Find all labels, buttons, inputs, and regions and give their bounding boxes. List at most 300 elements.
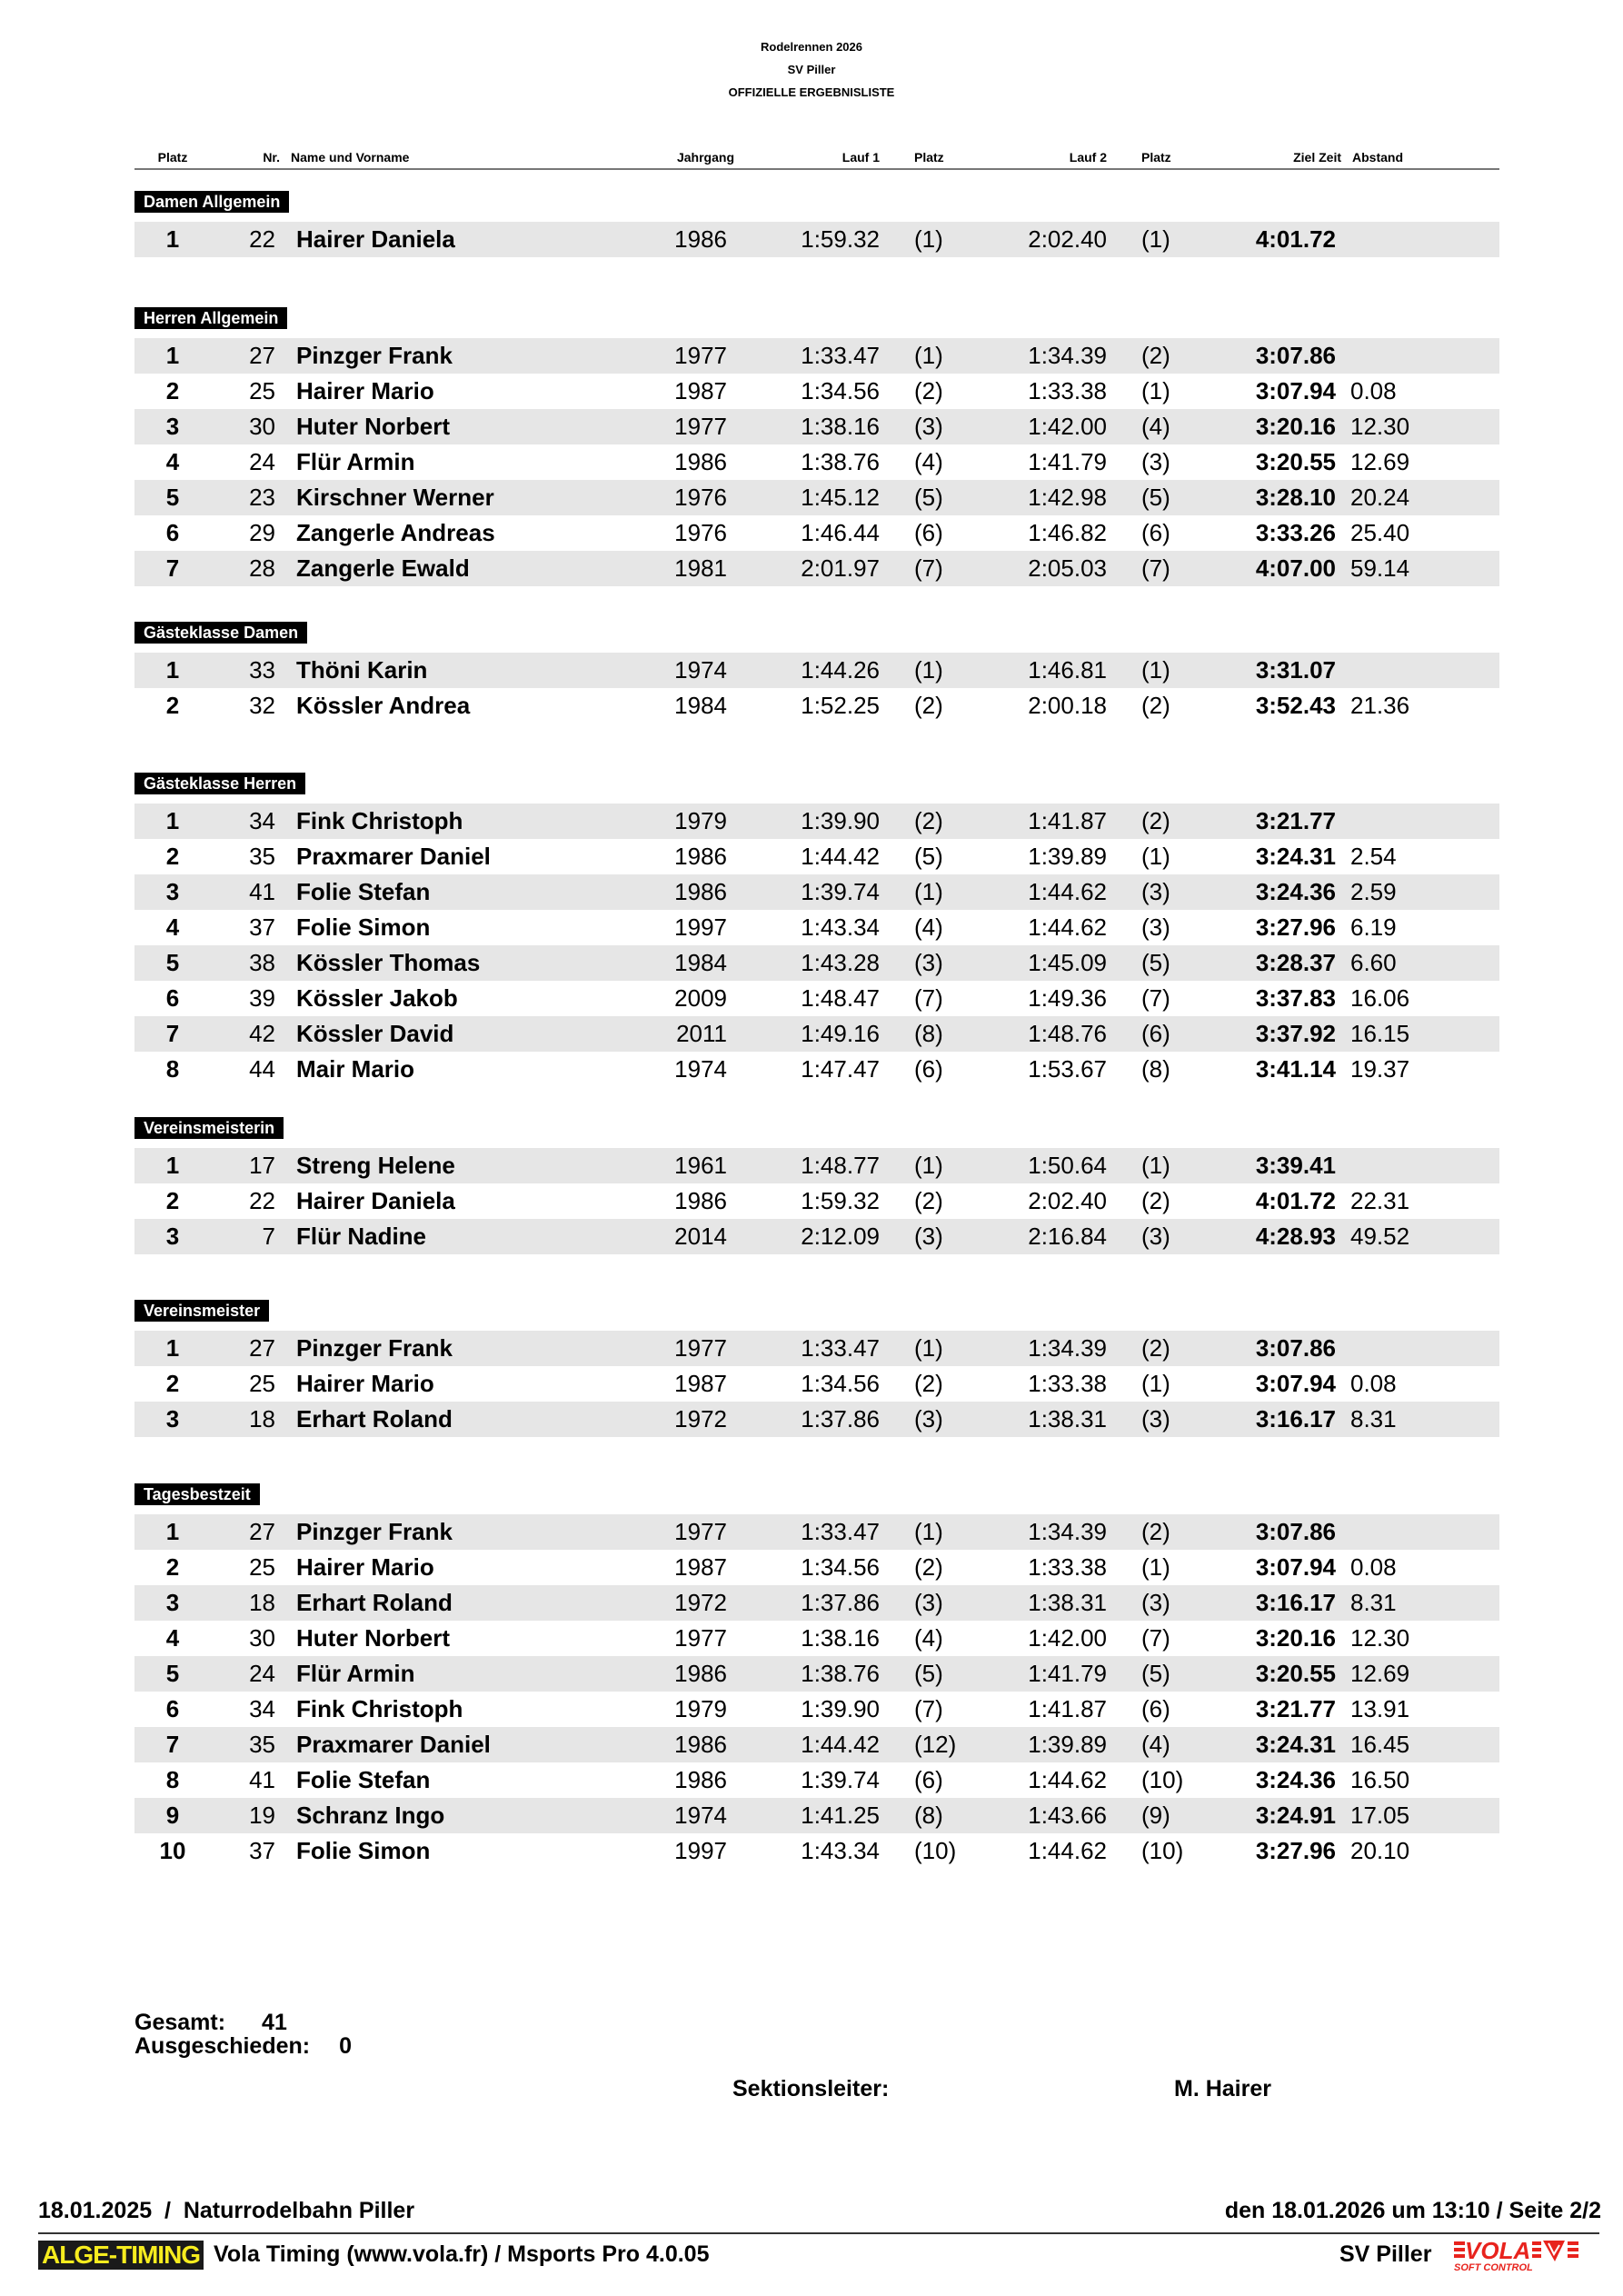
- list-subtitle: OFFIZIELLE ERGEBNISLISTE: [728, 85, 895, 99]
- cell-name: Praxmarer Daniel: [296, 1731, 491, 1758]
- cell-lauf2: 1:53.67: [1028, 1055, 1107, 1083]
- cell-platz: 6: [165, 984, 180, 1012]
- cell-name: Hairer Mario: [296, 377, 434, 404]
- footer-software: Vola Timing (www.vola.fr) / Msports Pro 4.0.05: [214, 2241, 710, 2267]
- result-row: [134, 374, 1499, 409]
- cell-nr: 7: [262, 1223, 275, 1250]
- alge-timing-logo: ALGE-TIMING: [38, 2241, 204, 2270]
- cell-lauf1: 1:34.56: [801, 377, 880, 404]
- cell-platz: 8: [165, 1055, 180, 1083]
- cell-name: Zangerle Ewald: [296, 554, 470, 582]
- cell-lauf1: 1:33.47: [801, 1518, 880, 1545]
- cell-name: Pinzger Frank: [296, 342, 453, 369]
- totals-block: [134, 2011, 352, 2058]
- cell-name: Folie Stefan: [296, 1766, 431, 1793]
- cell-nr: 35: [249, 843, 275, 870]
- cell-jahrgang: 1974: [674, 1055, 727, 1083]
- cell-ziel-zeit: 3:52.43: [1255, 692, 1336, 719]
- cell-lauf1: 1:37.86: [801, 1405, 880, 1433]
- cell-lauf1: 1:34.56: [801, 1553, 880, 1581]
- cell-abstand: 16.15: [1350, 1020, 1410, 1047]
- cell-platz: 1: [165, 342, 180, 369]
- cell-jahrgang: 1987: [674, 1553, 727, 1581]
- cell-name: Flür Nadine: [296, 1223, 427, 1250]
- cell-jahrgang: 1986: [674, 225, 727, 253]
- cell-platz2: (6): [1141, 519, 1170, 546]
- col-name: Name und Vorname: [291, 150, 410, 165]
- cell-platz1: (1): [914, 878, 943, 905]
- cell-name: Flür Armin: [296, 448, 415, 475]
- cell-name: Thöni Karin: [296, 656, 428, 684]
- cell-lauf2: 1:48.76: [1028, 1020, 1107, 1047]
- cell-jahrgang: 1986: [674, 878, 727, 905]
- result-row: [134, 444, 1499, 480]
- cell-abstand: 22.31: [1350, 1187, 1410, 1214]
- cell-platz1: (7): [914, 554, 943, 582]
- cell-ziel-zeit: 3:31.07: [1255, 656, 1336, 684]
- cell-jahrgang: 1986: [674, 1766, 727, 1793]
- cell-abstand: 0.08: [1350, 1553, 1397, 1581]
- cell-name: Flür Armin: [296, 1660, 415, 1687]
- result-row: [134, 1550, 1499, 1585]
- cell-lauf2: 1:44.62: [1028, 1837, 1107, 1864]
- cell-abstand: 6.60: [1350, 949, 1397, 976]
- cell-nr: 44: [249, 1055, 275, 1083]
- cell-ziel-zeit: 3:21.77: [1255, 807, 1336, 834]
- cell-platz2: (3): [1141, 1223, 1170, 1250]
- cell-platz2: (5): [1141, 484, 1170, 511]
- cell-ziel-zeit: 3:28.10: [1255, 484, 1336, 511]
- cell-abstand: 16.06: [1350, 984, 1410, 1012]
- cell-nr: 27: [249, 342, 275, 369]
- cell-name: Pinzger Frank: [296, 1334, 453, 1362]
- result-row: [134, 1016, 1499, 1052]
- cell-lauf2: 1:39.89: [1028, 843, 1107, 870]
- cell-lauf1: 1:37.86: [801, 1589, 880, 1616]
- cell-platz1: (5): [914, 484, 943, 511]
- cell-lauf1: 1:34.56: [801, 1370, 880, 1397]
- cell-lauf2: 1:44.62: [1028, 878, 1107, 905]
- cell-lauf2: 1:49.36: [1028, 984, 1107, 1012]
- cell-platz1: (2): [914, 692, 943, 719]
- cell-platz1: (1): [914, 1152, 943, 1179]
- col-ziel-zeit: Ziel Zeit: [1293, 150, 1341, 165]
- cell-nr: 27: [249, 1518, 275, 1545]
- cell-lauf2: 1:39.89: [1028, 1731, 1107, 1758]
- cell-lauf2: 1:33.38: [1028, 1370, 1107, 1397]
- result-row: [134, 653, 1499, 688]
- cell-ziel-zeit: 4:01.72: [1255, 1187, 1336, 1214]
- cell-platz2: (10): [1141, 1837, 1184, 1864]
- cell-name: Folie Stefan: [296, 878, 431, 905]
- cell-nr: 30: [249, 1624, 275, 1652]
- cell-lauf1: 1:33.47: [801, 342, 880, 369]
- cell-lauf2: 1:38.31: [1028, 1589, 1107, 1616]
- result-row: [134, 1331, 1499, 1366]
- result-row: [134, 839, 1499, 874]
- cell-abstand: 12.30: [1350, 1624, 1410, 1652]
- vola-tagline: SOFT CONTROL: [1454, 2262, 1533, 2273]
- cell-jahrgang: 1977: [674, 413, 727, 440]
- cell-platz: 7: [165, 1020, 180, 1047]
- cell-platz2: (5): [1141, 1660, 1170, 1687]
- cell-ziel-zeit: 3:07.94: [1255, 1553, 1336, 1581]
- cell-abstand: 20.24: [1350, 484, 1410, 511]
- cell-platz1: (5): [914, 843, 943, 870]
- cell-platz: 3: [165, 878, 180, 905]
- cell-platz1: (1): [914, 225, 943, 253]
- result-row: [134, 1219, 1499, 1254]
- cell-platz2: (6): [1141, 1695, 1170, 1722]
- cell-abstand: 49.52: [1350, 1223, 1410, 1250]
- race-title: Rodelrennen 2026: [761, 40, 862, 54]
- cell-platz: 10: [159, 1837, 186, 1864]
- cell-name: Pinzger Frank: [296, 1518, 453, 1545]
- cell-nr: 24: [249, 448, 275, 475]
- cell-abstand: 59.14: [1350, 554, 1410, 582]
- cell-jahrgang: 1984: [674, 692, 727, 719]
- cell-abstand: 16.45: [1350, 1731, 1410, 1758]
- cell-platz2: (4): [1141, 413, 1170, 440]
- cell-platz1: (8): [914, 1020, 943, 1047]
- cell-name: Erhart Roland: [296, 1405, 453, 1433]
- cell-abstand: 12.69: [1350, 448, 1410, 475]
- cell-lauf1: 1:43.34: [801, 913, 880, 941]
- result-row: [134, 874, 1499, 910]
- cell-nr: 33: [249, 656, 275, 684]
- cell-jahrgang: 1976: [674, 484, 727, 511]
- cell-platz: 5: [165, 484, 180, 511]
- cell-lauf2: 1:45.09: [1028, 949, 1107, 976]
- cell-jahrgang: 1974: [674, 656, 727, 684]
- cell-platz2: (7): [1141, 554, 1170, 582]
- cell-lauf2: 1:44.62: [1028, 913, 1107, 941]
- cell-platz2: (1): [1141, 656, 1170, 684]
- cell-lauf1: 1:59.32: [801, 225, 880, 253]
- cell-lauf2: 1:42.98: [1028, 484, 1107, 511]
- section-label: Herren Allgemein: [134, 307, 287, 329]
- cell-jahrgang: 1986: [674, 1187, 727, 1214]
- cell-platz: 2: [165, 377, 180, 404]
- cell-lauf1: 1:52.25: [801, 692, 880, 719]
- cell-ziel-zeit: 3:33.26: [1255, 519, 1336, 546]
- cell-ziel-zeit: 4:07.00: [1255, 554, 1336, 582]
- cell-ziel-zeit: 3:28.37: [1255, 949, 1336, 976]
- cell-lauf1: 1:59.32: [801, 1187, 880, 1214]
- cell-ziel-zeit: 3:07.86: [1255, 1518, 1336, 1545]
- cell-jahrgang: 1979: [674, 1695, 727, 1722]
- cell-lauf1: 1:39.90: [801, 807, 880, 834]
- result-row: [134, 338, 1499, 374]
- cell-platz2: (4): [1141, 1731, 1170, 1758]
- results-section: [134, 307, 1499, 586]
- cell-ziel-zeit: 3:41.14: [1255, 1055, 1336, 1083]
- cell-platz1: (3): [914, 413, 943, 440]
- cell-platz: 1: [165, 1152, 180, 1179]
- cell-platz1: (2): [914, 377, 943, 404]
- cell-platz: 6: [165, 1695, 180, 1722]
- cell-name: Fink Christoph: [296, 807, 463, 834]
- cell-platz2: (2): [1141, 342, 1170, 369]
- cell-platz: 1: [165, 656, 180, 684]
- cell-jahrgang: 1979: [674, 807, 727, 834]
- result-row: [134, 409, 1499, 444]
- results-section: [134, 191, 1499, 257]
- cell-nr: 23: [249, 484, 275, 511]
- cell-ziel-zeit: 4:01.72: [1255, 225, 1336, 253]
- gesamt-value: 41: [262, 2010, 287, 2035]
- cell-jahrgang: 1981: [674, 554, 727, 582]
- cell-abstand: 19.37: [1350, 1055, 1410, 1083]
- cell-abstand: 2.59: [1350, 878, 1397, 905]
- ausgeschieden-label: Ausgeschieden:: [134, 2033, 311, 2059]
- cell-nr: 25: [249, 1370, 275, 1397]
- result-row: [134, 1656, 1499, 1692]
- cell-ziel-zeit: 4:28.93: [1255, 1223, 1336, 1250]
- cell-nr: 42: [249, 1020, 275, 1047]
- results-section: [134, 622, 1499, 724]
- cell-platz2: (2): [1141, 807, 1170, 834]
- cell-lauf2: 1:46.82: [1028, 519, 1107, 546]
- cell-platz: 1: [165, 807, 180, 834]
- cell-jahrgang: 1997: [674, 1837, 727, 1864]
- cell-lauf1: 1:44.42: [801, 1731, 880, 1758]
- cell-ziel-zeit: 3:20.16: [1255, 1624, 1336, 1652]
- cell-platz1: (7): [914, 984, 943, 1012]
- cell-platz1: (2): [914, 1370, 943, 1397]
- cell-platz: 7: [165, 554, 180, 582]
- cell-name: Streng Helene: [296, 1152, 455, 1179]
- cell-lauf1: 1:38.76: [801, 1660, 880, 1687]
- cell-nr: 22: [249, 225, 275, 253]
- col-lauf2: Lauf 2: [1069, 150, 1107, 165]
- cell-lauf1: 1:45.12: [801, 484, 880, 511]
- cell-lauf2: 2:00.18: [1028, 692, 1107, 719]
- result-row: [134, 945, 1499, 981]
- cell-lauf2: 1:41.79: [1028, 1660, 1107, 1687]
- cell-platz: 3: [165, 1589, 180, 1616]
- cell-name: Kössler Thomas: [296, 949, 481, 976]
- cell-ziel-zeit: 3:37.92: [1255, 1020, 1336, 1047]
- cell-platz: 3: [165, 1223, 180, 1250]
- cell-platz2: (3): [1141, 913, 1170, 941]
- cell-nr: 30: [249, 413, 275, 440]
- cell-jahrgang: 1987: [674, 377, 727, 404]
- cell-lauf2: 1:43.66: [1028, 1802, 1107, 1829]
- cell-platz1: (2): [914, 1187, 943, 1214]
- cell-lauf1: 1:39.90: [801, 1695, 880, 1722]
- cell-lauf2: 2:02.40: [1028, 225, 1107, 253]
- cell-jahrgang: 1984: [674, 949, 727, 976]
- cell-nr: 22: [249, 1187, 275, 1214]
- result-row: [134, 1183, 1499, 1219]
- cell-platz1: (6): [914, 1766, 943, 1793]
- cell-platz: 1: [165, 225, 180, 253]
- cell-platz1: (6): [914, 1055, 943, 1083]
- cell-platz: 7: [165, 1731, 180, 1758]
- cell-abstand: 17.05: [1350, 1802, 1410, 1829]
- cell-platz: 8: [165, 1766, 180, 1793]
- cell-platz1: (1): [914, 342, 943, 369]
- vola-logo-icon: [1452, 2238, 1598, 2274]
- cell-platz: 3: [165, 1405, 180, 1433]
- cell-abstand: 25.40: [1350, 519, 1410, 546]
- cell-abstand: 6.19: [1350, 913, 1397, 941]
- cell-platz1: (7): [914, 1695, 943, 1722]
- cell-nr: 34: [249, 807, 275, 834]
- result-row: [134, 1366, 1499, 1402]
- result-row: [134, 1148, 1499, 1183]
- cell-platz1: (1): [914, 656, 943, 684]
- cell-abstand: 0.08: [1350, 1370, 1397, 1397]
- cell-platz2: (5): [1141, 949, 1170, 976]
- results-section: [134, 773, 1499, 1087]
- result-row: [134, 1585, 1499, 1621]
- cell-lauf2: 2:16.84: [1028, 1223, 1107, 1250]
- cell-lauf2: 1:42.00: [1028, 413, 1107, 440]
- col-nr: Nr.: [263, 150, 280, 165]
- cell-ziel-zeit: 3:24.91: [1255, 1802, 1336, 1829]
- cell-ziel-zeit: 3:16.17: [1255, 1405, 1336, 1433]
- cell-lauf2: 1:38.31: [1028, 1405, 1107, 1433]
- cell-nr: 38: [249, 949, 275, 976]
- cell-name: Kirschner Werner: [296, 484, 494, 511]
- gesamt-label: Gesamt:: [134, 2010, 226, 2035]
- cell-nr: 25: [249, 1553, 275, 1581]
- cell-lauf1: 1:48.47: [801, 984, 880, 1012]
- cell-nr: 37: [249, 913, 275, 941]
- cell-platz2: (10): [1141, 1766, 1184, 1793]
- cell-lauf2: 1:33.38: [1028, 1553, 1107, 1581]
- footer-printed: den 18.01.2026 um 13:10 / Seite 2/2: [1224, 2198, 1601, 2223]
- section-label: Vereinsmeisterin: [134, 1117, 284, 1139]
- cell-ziel-zeit: 3:24.31: [1255, 843, 1336, 870]
- cell-nr: 39: [249, 984, 275, 1012]
- results-section: [134, 1300, 1499, 1437]
- cell-platz: 2: [165, 1187, 180, 1214]
- cell-lauf2: 1:41.79: [1028, 448, 1107, 475]
- results-section: [134, 1117, 1499, 1254]
- cell-platz: 1: [165, 1518, 180, 1545]
- vola-logo-text: VOLA: [1465, 2238, 1531, 2264]
- cell-platz2: (2): [1141, 1334, 1170, 1362]
- col-platz1: Platz: [914, 150, 944, 165]
- cell-platz: 2: [165, 692, 180, 719]
- cell-nr: 41: [249, 878, 275, 905]
- result-row: [134, 688, 1499, 724]
- cell-platz2: (3): [1141, 1589, 1170, 1616]
- cell-abstand: 8.31: [1350, 1405, 1397, 1433]
- cell-lauf2: 1:46.81: [1028, 656, 1107, 684]
- cell-platz2: (7): [1141, 984, 1170, 1012]
- cell-jahrgang: 1986: [674, 448, 727, 475]
- cell-name: Folie Simon: [296, 913, 431, 941]
- cell-name: Fink Christoph: [296, 1695, 463, 1722]
- cell-platz: 2: [165, 1370, 180, 1397]
- cell-platz1: (4): [914, 448, 943, 475]
- cell-jahrgang: 1974: [674, 1802, 727, 1829]
- cell-lauf1: 1:38.16: [801, 413, 880, 440]
- cell-platz2: (3): [1141, 878, 1170, 905]
- cell-platz2: (1): [1141, 843, 1170, 870]
- cell-ziel-zeit: 3:39.41: [1255, 1152, 1336, 1179]
- cell-platz1: (3): [914, 1223, 943, 1250]
- cell-lauf2: 1:34.39: [1028, 1518, 1107, 1545]
- cell-platz: 9: [165, 1802, 180, 1829]
- cell-platz2: (2): [1141, 1518, 1170, 1545]
- cell-lauf1: 1:44.42: [801, 843, 880, 870]
- cell-platz2: (9): [1141, 1802, 1170, 1829]
- cell-ziel-zeit: 3:37.83: [1255, 984, 1336, 1012]
- col-platz2: Platz: [1141, 150, 1171, 165]
- cell-ziel-zeit: 3:07.86: [1255, 1334, 1336, 1362]
- cell-platz2: (1): [1141, 225, 1170, 253]
- cell-name: Kössler Andrea: [296, 692, 471, 719]
- cell-jahrgang: 1972: [674, 1589, 727, 1616]
- col-lauf1: Lauf 1: [841, 150, 880, 165]
- cell-ziel-zeit: 3:16.17: [1255, 1589, 1336, 1616]
- cell-platz1: (12): [914, 1731, 957, 1758]
- cell-abstand: 12.69: [1350, 1660, 1410, 1687]
- cell-platz2: (3): [1141, 448, 1170, 475]
- cell-platz1: (2): [914, 807, 943, 834]
- cell-platz1: (2): [914, 1553, 943, 1581]
- cell-platz2: (7): [1141, 1624, 1170, 1652]
- result-row: [134, 981, 1499, 1016]
- result-row: [134, 910, 1499, 945]
- cell-nr: 27: [249, 1334, 275, 1362]
- club-name: SV Piller: [787, 63, 836, 76]
- result-row: [134, 1727, 1499, 1762]
- cell-abstand: 8.31: [1350, 1589, 1397, 1616]
- cell-name: Erhart Roland: [296, 1589, 453, 1616]
- cell-nr: 19: [249, 1802, 275, 1829]
- cell-ziel-zeit: 3:20.55: [1255, 448, 1336, 475]
- column-header-row: [134, 148, 1499, 170]
- cell-name: Zangerle Andreas: [296, 519, 495, 546]
- cell-platz1: (1): [914, 1334, 943, 1362]
- cell-lauf1: 1:38.16: [801, 1624, 880, 1652]
- result-row: [134, 1621, 1499, 1656]
- result-row: [134, 1052, 1499, 1087]
- cell-nr: 41: [249, 1766, 275, 1793]
- cell-nr: 24: [249, 1660, 275, 1687]
- cell-name: Kössler Jakob: [296, 984, 458, 1012]
- cell-abstand: 20.10: [1350, 1837, 1410, 1864]
- cell-jahrgang: 1961: [674, 1152, 727, 1179]
- cell-ziel-zeit: 3:21.77: [1255, 1695, 1336, 1722]
- cell-lauf1: 1:33.47: [801, 1334, 880, 1362]
- cell-nr: 17: [249, 1152, 275, 1179]
- cell-jahrgang: 1997: [674, 913, 727, 941]
- cell-jahrgang: 1976: [674, 519, 727, 546]
- result-row: [134, 515, 1499, 551]
- cell-name: Hairer Daniela: [296, 1187, 455, 1214]
- cell-lauf2: 1:44.62: [1028, 1766, 1107, 1793]
- result-row: [134, 222, 1499, 257]
- cell-platz1: (8): [914, 1802, 943, 1829]
- cell-lauf1: 1:39.74: [801, 878, 880, 905]
- cell-lauf2: 1:33.38: [1028, 377, 1107, 404]
- result-row: [134, 1514, 1499, 1550]
- cell-lauf1: 1:47.47: [801, 1055, 880, 1083]
- col-jahrgang: Jahrgang: [676, 150, 734, 165]
- cell-platz: 6: [165, 519, 180, 546]
- cell-platz1: (1): [914, 1518, 943, 1545]
- cell-nr: 28: [249, 554, 275, 582]
- ausgeschieden-value: 0: [339, 2033, 353, 2059]
- cell-abstand: 21.36: [1350, 692, 1410, 719]
